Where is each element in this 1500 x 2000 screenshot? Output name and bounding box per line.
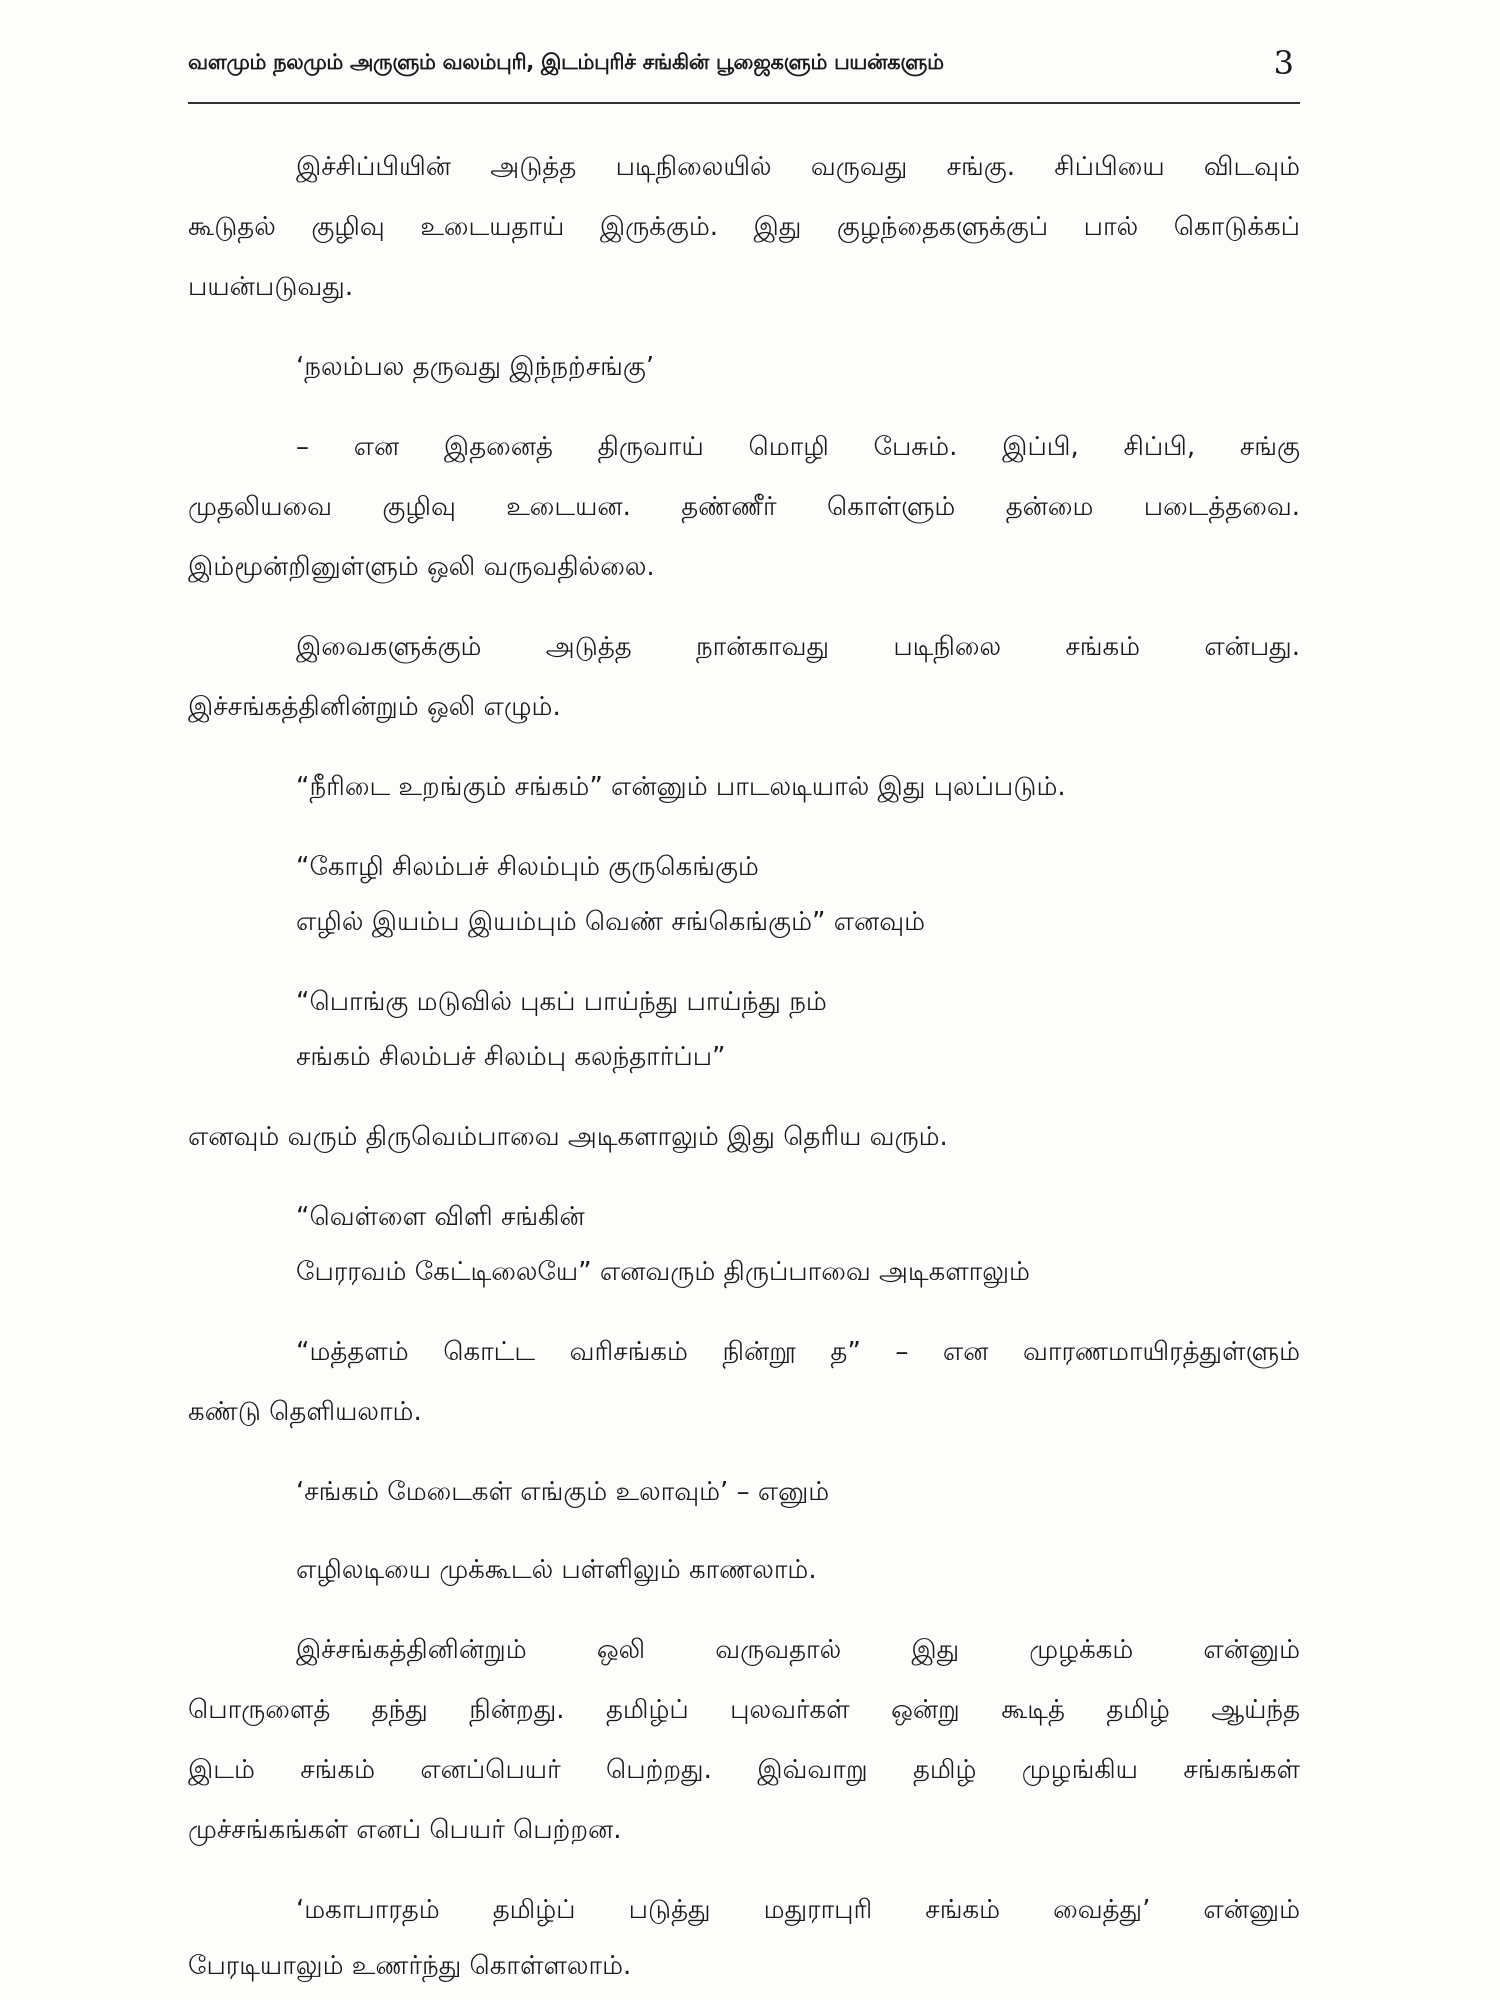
quote-4-line-2: சங்கம் சிலம்பச் சிலம்பு கலந்தார்ப்ப” <box>296 1042 726 1072</box>
quote-4-line-1: “பொங்கு மடுவில் புகப் பாய்ந்து பாய்ந்து நம் <box>296 987 827 1017</box>
paragraph-3-line-2: இச்சங்கத்தினின்றும் ஒலி எழும். <box>188 692 561 722</box>
paragraph-1-line-1: இச்சிப்பியின் அடுத்த படிநிலையில் வருவது சங்கு. சிப்பியை விடவும் <box>296 152 1300 182</box>
paragraph-3-line-1: இவைகளுக்கும் அடுத்த நான்காவது படிநிலை சங்கம் என்பது. <box>296 632 1300 662</box>
quote-2: “நீரிடை உறங்கும் சங்கம்” என்னும் பாடலடியால் இது புலப்படும். <box>296 772 1066 802</box>
quote-3-line-2: எழில் இயம்ப இயம்பும் வெண் சங்கெங்கும்” எனவும் <box>296 907 926 937</box>
paragraph-2-line-1: – என இதனைத் திருவாய் மொழி பேசும். இப்பி, சிப்பி, சங்கு <box>296 432 1300 462</box>
paragraph-7-line-3: இடம் சங்கம் எனப்பெயர் பெற்றது. இவ்வாறு தமிழ் முழங்கிய சங்கங்கள் <box>188 1755 1300 1785</box>
paragraph-7-line-2: பொருளைத் தந்து நின்றது. தமிழ்ப் புலவர்கள் ஒன்று கூடித் தமிழ் ஆய்ந்த <box>188 1695 1300 1725</box>
quote-5-line-1: “வெள்ளை விளி சங்கின் <box>296 1202 585 1232</box>
paragraph-1-line-2: கூடுதல் குழிவு உடையதாய் இருக்கும். இது குழந்தைகளுக்குப் பால் கொடுக்கப் <box>188 212 1300 242</box>
quote-6: ‘சங்கம் மேடைகள் எங்கும் உலாவும்’ – எனும் <box>296 1477 830 1507</box>
paragraph-8-line-2: பேரடியாலும் உணர்ந்து கொள்ளலாம். <box>188 1951 632 1981</box>
paragraph-7-line-4: முச்சங்கங்கள் எனப் பெயர் பெற்றன. <box>188 1815 622 1845</box>
paragraph-4: எனவும் வரும் திருவெம்பாவை அடிகளாலும் இது தெரிய வரும். <box>188 1122 948 1152</box>
header-title: வளமும் நலமும் அருளும் வலம்புரி, இடம்புரிச் சங்கின் பூஜைகளும் பயன்களும் <box>188 50 944 74</box>
quote-3-line-1: “கோழி சிலம்பச் சிலம்பும் குருகெங்கும் <box>296 852 759 882</box>
quote-1: ‘நலம்பல தருவது இந்நற்சங்கு’ <box>296 352 655 382</box>
paragraph-5-line-2: கண்டு தெளியலாம். <box>188 1397 422 1427</box>
paragraph-5-line-1: “மத்தளம் கொட்ட வரிசங்கம் நின்றூ த” – என வாரணமாயிரத்துள்ளும் <box>296 1337 1300 1367</box>
page-number: 3 <box>1273 44 1294 82</box>
quote-5-line-2: பேரரவம் கேட்டிலையே” எனவரும் திருப்பாவை அடிகளாலும் <box>296 1257 1030 1287</box>
paragraph-8-line-1: ‘மகாபாரதம் தமிழ்ப் படுத்து மதுராபுரி சங்கம் வைத்து’ என்னும் <box>296 1895 1300 1925</box>
running-header <box>188 42 1300 104</box>
paragraph-7-line-1: இச்சங்கத்தினின்றும் ஒலி வருவதால் இது முழக்கம் என்னும் <box>296 1635 1300 1665</box>
paragraph-1-line-3: பயன்படுவது. <box>188 272 354 302</box>
paragraph-2-line-2: முதலியவை குழிவு உடையன. தண்ணீர் கொள்ளும் தன்மை படைத்தவை. <box>188 492 1300 522</box>
paragraph-6: எழிலடியை முக்கூடல் பள்ளிலும் காணலாம். <box>296 1555 817 1585</box>
paragraph-2-line-3: இம்மூன்றினுள்ளும் ஒலி வருவதில்லை. <box>188 552 655 582</box>
